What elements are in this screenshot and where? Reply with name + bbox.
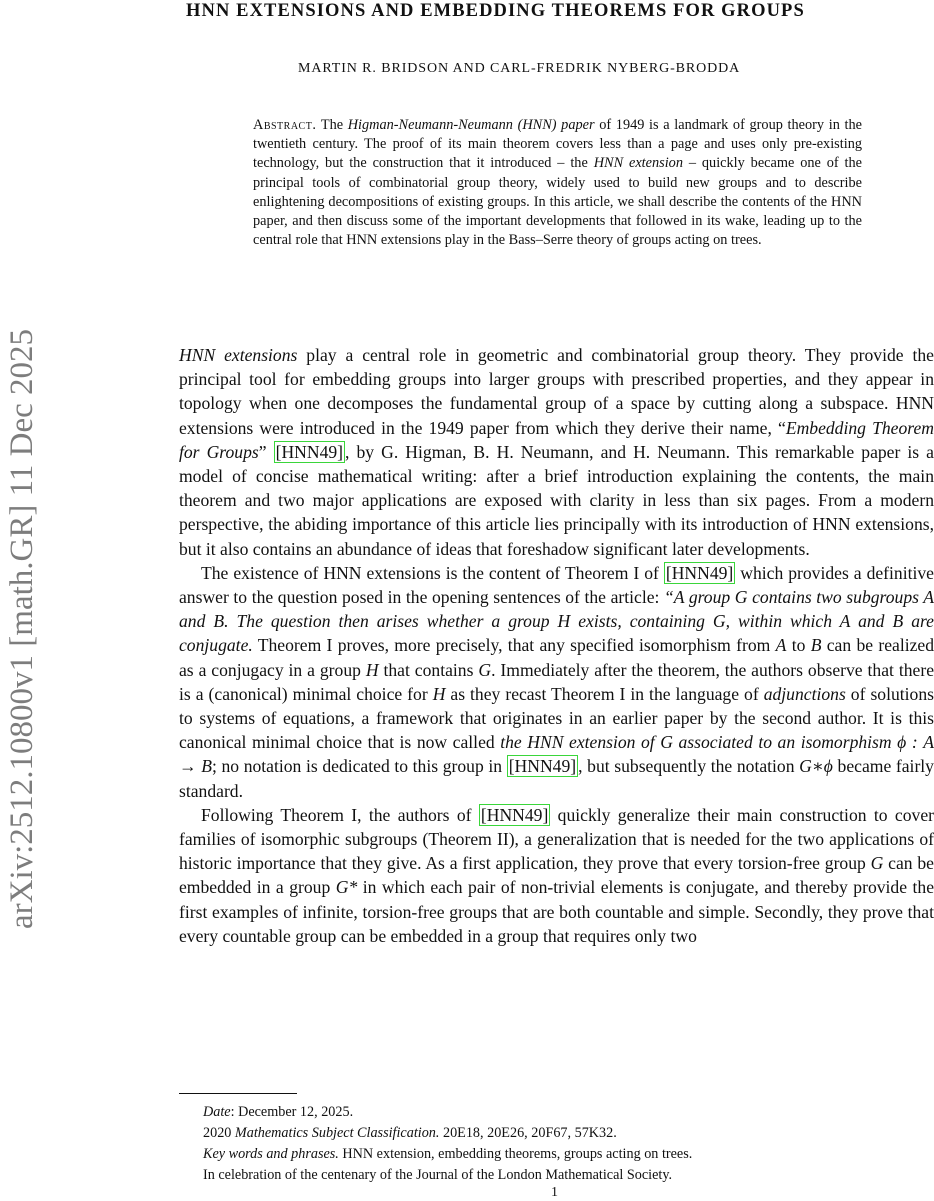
body-text [179,343,934,948]
footnote-prefix: 2020 [203,1125,235,1141]
math-var: G∗ϕ [799,756,833,777]
text-run: ; no notation is dedicated to this group in [211,756,507,777]
footnote-label: Key words and phrases. [203,1146,339,1162]
math-var: G [870,853,884,874]
footnote-label: Mathematics Subject Classification. [234,1125,440,1141]
footnote-msc [203,1123,923,1144]
footnote-rule [179,1093,297,1094]
text-run: , by G. Higman, B. H. Neumann, and H. Neumann. This remarkable paper is a model of concise mathematical writing: after a brief introduction explaining the contents, the main theorem and two major applications are exposed with clarity in less than six pages. From a modern perspective, the abiding importance of this article lies principally with its introduction of HNN extensions, but it also contains an abundance of ideas that foreshadow significant later developments. [179,441,934,559]
text-run: in which each pair of non-trivial elements is conjugate, and thereby provide the first examples of infinite, torsion-free groups that are both countable and simple. Secondly, they prove that every countable group can be embedded in a group that requires only two [179,877,934,946]
text-run: The existence of HNN extensions is the content of Theorem I of [201,562,664,583]
text-run: to [786,635,811,656]
text-run: can be embedded in a group [179,853,934,898]
footnote-keywords [203,1144,923,1165]
abstract-heading: Abstract. [253,117,317,133]
footnote-value: HNN extension, embedding theorems, groups acting on trees. [338,1146,693,1162]
text-run: as they recast Theorem I in the language of [445,683,764,704]
math-var: G [478,659,492,680]
footnote-celebration: In celebration of the centenary of the Journal of the London Mathematical Society. [203,1167,673,1183]
citation-link[interactable]: [HNN49] [275,441,344,462]
text-run: , but subsequently the notation [578,756,800,777]
footnote-label: Date [203,1104,231,1120]
math-var: H [365,659,379,680]
text-run: play a central role in geometric and combinatorial group theory. They provide the principal tool for embedding groups into larger groups with prescribed properties, and they appear in topology when one decomposes the fundamental group of a space by cutting along a subspace. HNN extensions were introduced in the 1949 paper from which they derive their name, “ [179,345,934,438]
text-emph: Embedding Theorem for Groups [179,417,934,462]
text-run: can be realized as a conjugacy in a group [179,635,934,680]
abstract-text: of 1949 is a landmark of group theory in the twentieth century. The proof of its main theorem covers less than a page and uses only pre-existing technology, but the construction that it introduced – the [253,117,862,172]
text-run: quickly generalize their main construction to cover families of isomorphic subgroups (Theorem II), a generalization that is needed for the two applications of historic importance that they give. As a first application, they prove that every torsion-free group [179,804,934,874]
paper-authors: MARTIN R. BRIDSON AND CARL-FREDRIK NYBERG-BRODDA [298,61,741,76]
arxiv-identifier: arXiv:2512.10800v1 [math.GR] 11 Dec 2025 [4,328,40,929]
abstract-text: The [316,117,348,133]
text-run: . Immediately after the theorem, the authors observe that there is a (canonical) minimal choice for [179,659,934,704]
paragraph-2 [179,561,934,803]
footnote-value: : December 12, 2025. [230,1104,354,1120]
text-emph: the HNN extension of G associated to an isomorphism ϕ : A → B [179,732,934,777]
footnote-date [203,1102,923,1123]
paragraph-1 [179,343,934,561]
abstract-text: – quickly became one of the principal tools of combinatorial group theory, widely used to build new groups and to describe enlightening decompositions of existing groups. In this article, we shall describe the contents of the HNN paper, and then discuss some of the important developments that followed in its wake, leading up to the central role that HNN extensions play in the Bass–Serre theory of groups acting on trees. [253,155,863,249]
math-var: A [775,635,787,656]
text-run: Theorem I proves, more precisely, that any specified isomorphism from [252,635,776,656]
abstract [253,116,862,250]
abstract-text-emph: HNN extension [593,155,683,172]
footnotes [203,1102,923,1186]
arxiv-sidebar [0,177,44,929]
math-var: B [810,635,822,656]
paragraph-3 [179,803,934,948]
text-run: of solutions to systems of equations, a framework that originates in an earlier paper by the second author. It is this canonical minimal choice that is now called [179,683,934,753]
text-run: Following Theorem I, the authors of [201,804,479,825]
footnote-value: 20E18, 20E26, 20F67, 57K32. [439,1125,617,1141]
text-emph: adjunctions [763,683,846,704]
text-emph: “A group G contains two subgroups A and B. The question then arises whether a group H exists, containing G, within which A and B are conjugate. [179,587,934,656]
text-run: which provides a definitive answer to the question posed in the opening sentences of the article: [179,562,934,608]
citation-link[interactable]: [HNN49] [665,562,734,583]
text-emph: HNN extensions [179,345,298,365]
math-var: H [432,683,446,704]
text-run: became fairly standard. [179,756,934,801]
abstract-text-emph: Higman-Neumann-Neumann (HNN) paper [347,117,595,133]
citation-link[interactable]: [HNN49] [480,804,549,825]
math-var: G* [335,877,358,898]
paper-title: HNN EXTENSIONS AND EMBEDDING THEOREMS FOR GROUPS [186,1,805,21]
text-run: that contains [378,659,479,680]
page-number: 1 [551,1185,558,1200]
citation-link[interactable]: [HNN49] [508,756,577,777]
text-run: ” [258,441,274,462]
